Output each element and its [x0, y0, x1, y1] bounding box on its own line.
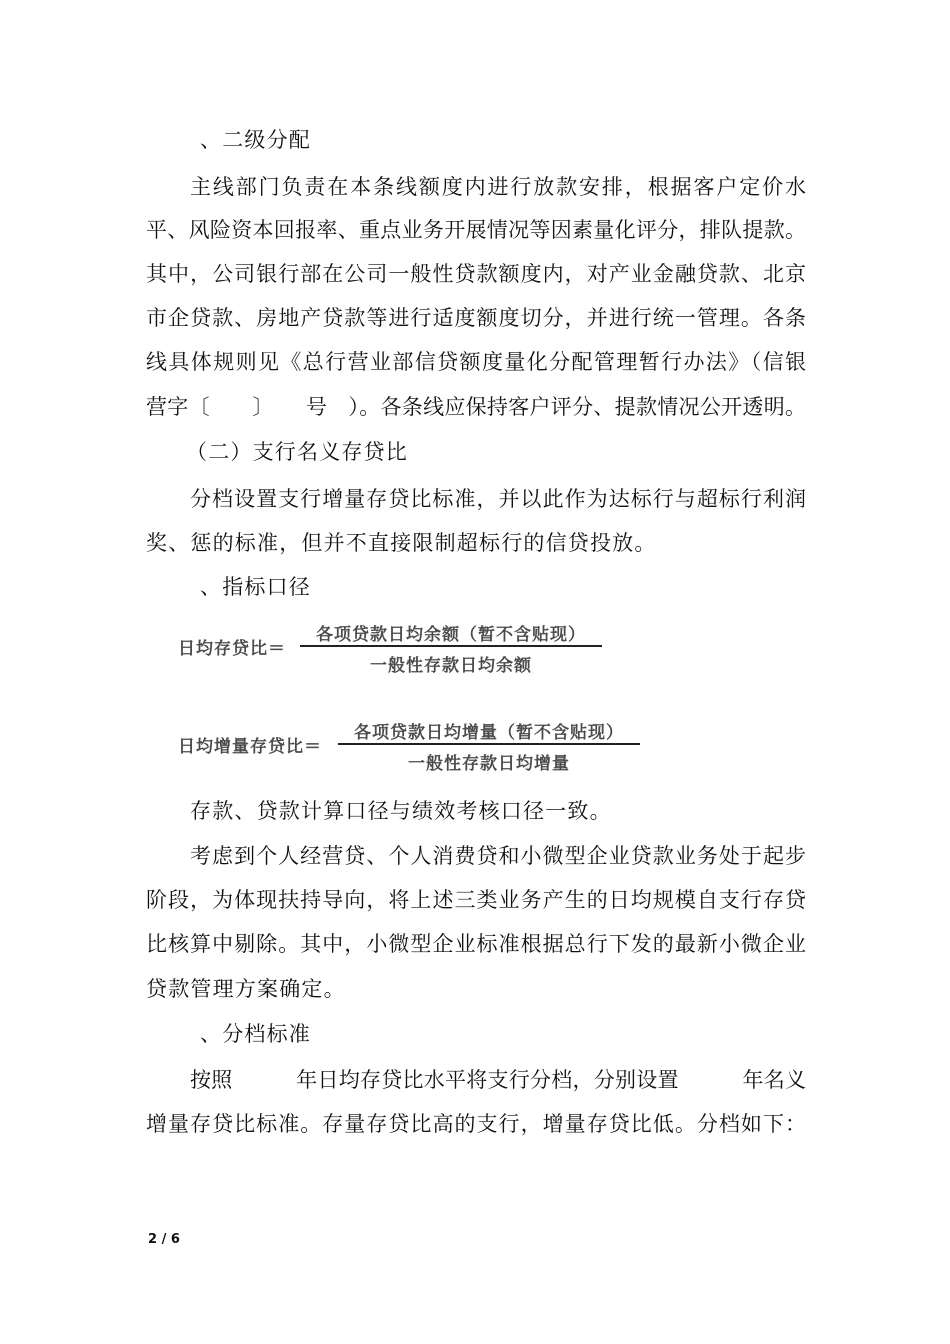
subsection-heading-branch-ratio: （二）支行名义存贷比 [186, 440, 408, 464]
paragraph-line: 线具体规则见《总行营业部信贷额度量化分配管理暂行办法》（信银 [146, 350, 806, 374]
paragraph-line: 其中，公司银行部在公司一般性贷款额度内，对产业金融贷款、北京 [146, 262, 806, 286]
section-heading-tier-standard: 、分档标准 [200, 1022, 311, 1046]
formula-daily-incremental-ratio [178, 716, 648, 776]
formula-denominator: 一般性存款日均增量 [408, 754, 570, 774]
fraction-bar [300, 645, 602, 647]
fraction-bar [338, 743, 640, 745]
paragraph-line: 增量存贷比标准。存量存贷比高的支行，增量存贷比低。分档如下： [146, 1112, 806, 1136]
formula-fraction [300, 620, 602, 680]
formula-lhs: 日均增量存贷比＝ [178, 737, 322, 757]
formula-daily-loan-deposit-ratio [178, 620, 608, 680]
section-heading-level2-allocation: 、二级分配 [200, 128, 311, 152]
paragraph-line: 按照 年日均存贷比水平将支行分档，分别设置 年名义 [190, 1068, 806, 1092]
formula-lhs: 日均存贷比＝ [178, 639, 286, 659]
paragraph-line: 奖、惩的标准，但并不直接限制超标行的信贷投放。 [146, 531, 657, 555]
paragraph-line: 主线部门负责在本条线额度内进行放款安排，根据客户定价水 [190, 175, 806, 199]
paragraph-line: 考虑到个人经营贷、个人消费贷和小微型企业贷款业务处于起步 [190, 844, 806, 868]
paragraph-line: 阶段，为体现扶持导向，将上述三类业务产生的日均规模自支行存贷 [146, 888, 806, 912]
formula-numerator: 各项贷款日均增量（暂不含贴现） [354, 723, 624, 743]
section-heading-indicator: 、指标口径 [200, 575, 311, 599]
page-number: 2 / 6 [148, 1232, 180, 1247]
paragraph-line: 平、风险资本回报率、重点业务开展情况等因素量化评分，排队提款。 [146, 218, 806, 242]
formula-fraction [338, 716, 640, 776]
paragraph-line: 分档设置支行增量存贷比标准，并以此作为达标行与超标行利润 [190, 487, 806, 511]
formula-denominator: 一般性存款日均余额 [370, 656, 532, 676]
paragraph-line: 市企贷款、房地产贷款等进行适度额度切分，并进行统一管理。各条 [146, 306, 806, 330]
paragraph-line: 营字〔 〕 号 ）。各条线应保持客户评分、提款情况公开透明。 [146, 395, 806, 419]
paragraph-line: 比核算中剔除。其中，小微型企业标准根据总行下发的最新小微企业 [146, 932, 806, 956]
paragraph-line: 存款、贷款计算口径与绩效考核口径一致。 [190, 799, 612, 823]
paragraph-line: 贷款管理方案确定。 [146, 977, 346, 1001]
formula-numerator: 各项贷款日均余额（暂不含贴现） [316, 625, 586, 645]
